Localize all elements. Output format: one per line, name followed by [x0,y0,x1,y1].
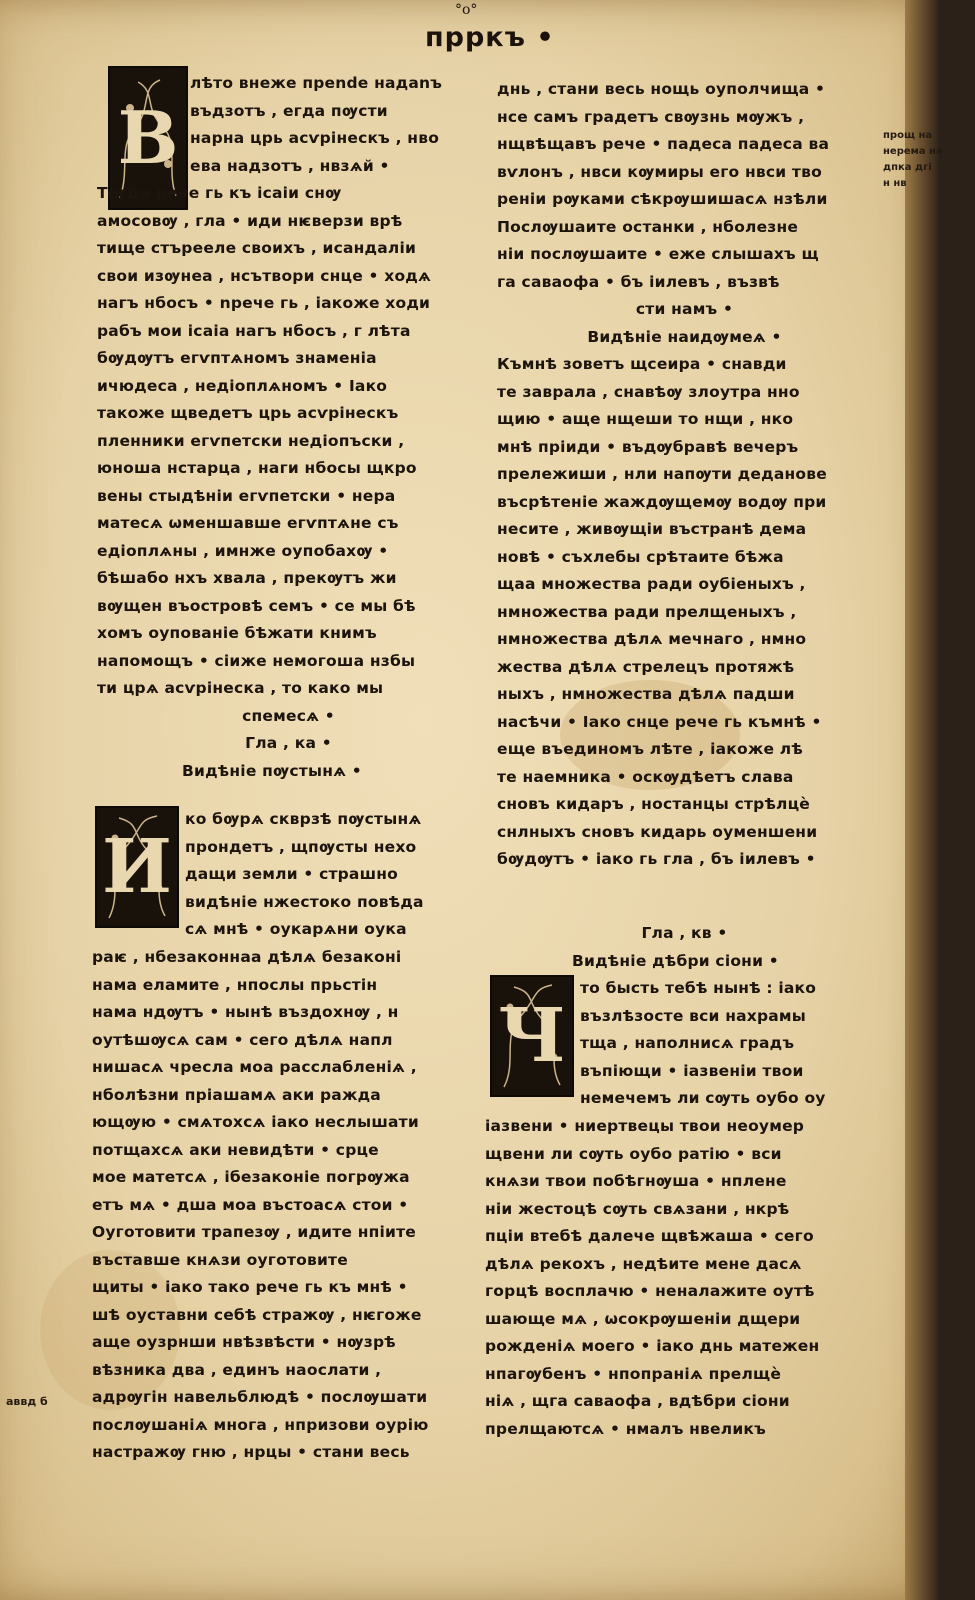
text-line: въпiющи • iазвенiи твои [580,1061,804,1080]
text-line: нарна црь асѵрiнескъ , нво [190,129,440,147]
text-line: прелщаютсѧ • нмалъ нвеликъ [485,1419,766,1438]
left-column-intro-text [190,70,480,180]
margin-note-line: н нв [883,178,907,189]
text-line: матесѧ ѡменшавше егѵптѧне съ [97,514,399,532]
text-line: възлѣзосте вси нахрамы [580,1006,807,1025]
text-line: сновъ кидаръ , ностанцы стрѣлцѐ [497,795,811,813]
text-line: раѥ , нбезаконнаа дѣлѧ безаконi [92,948,402,966]
text-line: бѹдѹтъ егѵптѧномъ знаменiа [97,349,377,367]
text-line: въдзотъ , егда пѹсти [190,101,388,120]
right-column-vision-text [485,1113,872,1443]
text-line: Тогда рече гь къ iсаiи снѹ [97,184,342,202]
text-line: га саваофа • бъ iилевъ , възвѣ [497,272,780,291]
decorated-initial [95,806,179,928]
text-line: тище стърееле своихъ , исандалiи [97,239,417,257]
text-line: прoндетъ , щпѹсты нехо [185,837,417,856]
text-line: ичюдеса , недiоплѧномъ • Iако [97,376,388,395]
text-line: жества дѣлѧ стрелецъ протяжѣ [497,657,795,676]
text-line: щвени ли сѹть оубо ратiю • вси [485,1144,782,1163]
section-heading: Видѣнiе пѹстынѧ • [182,761,362,780]
text-line: ева надзотъ , нвзѧй • [190,156,390,175]
text-line: пцiи втебѣ далече щвѣжаша • сего [485,1227,814,1245]
text-line: нiи жестоцѣ сѹть свѧзани , нкрѣ [485,1199,790,1218]
text-line: спемесѧ • [242,706,335,725]
text-line: юноша нстарца , наги нбосы щкро [97,459,417,477]
text-line: въсрѣтенiе жаждѹщемѹ водѹ при [497,492,827,511]
text-line: снлныхъ сновъ кидарь оуменшени [497,822,818,841]
text-line: Послѹшаите останки , нболезне [497,217,799,236]
text-line: нсе самъ градетъ свѹзнь мѹжъ , [497,107,805,126]
text-line: днь , стани весь нощь оуполчища • [497,80,826,98]
margin-note-line: прощ на [883,130,933,141]
text-line: вѣзника два , единъ наослати , [92,1360,382,1379]
text-line: такоже щведетъ црь асѵрiнескъ [97,404,399,422]
text-line: вѵлонъ , нвси кѹмиры его нвси тво [497,162,822,181]
text-line: потщахсѧ аки невидѣти • срце [92,1140,379,1159]
text-line: шающе мѧ , ѡсокрѹшенiи дщери [485,1309,801,1328]
text-line: те заврала , снавѣѹ злоутра нно [497,382,800,401]
text-line: ренiи рѹками сѣкрѹшишасѧ нзѣли [497,190,828,208]
initial-letter: В [117,95,179,180]
text-line: ти црѧ асѵрiнеска , то како мы [97,679,384,697]
text-line: рабъ мои iсаiа нагъ нбосъ , г лѣта [97,321,411,340]
right-column-chapter-22 [497,920,872,975]
text-line: въставше кнѧзи оуготовите [92,1250,348,1269]
header-ornament: °o° [455,2,478,18]
text-line: ко бѹрѧ скврзѣ пѹстынѧ [185,810,422,828]
text-line: едiоплѧны , имнже оупобахѹ • [97,541,389,560]
text-line: послѹшанiѧ многа , нпризови оурiю [92,1415,429,1434]
margin-note-line: дпка дгі [883,162,932,173]
text-line: нпагѹбенъ • нпопранiѧ прелщѐ [485,1364,782,1383]
left-column-vision-text [92,944,480,1467]
text-line: те наемника • оскѹдѣетъ слава [497,767,794,786]
text-line: настражѹ гню , нрцы • стани весь [92,1443,410,1461]
text-line: мнѣ прiиди • въдѹбравѣ вечеръ [497,437,799,456]
left-column-text [97,180,480,785]
text-line: кнѧзи твои побѣгнѹша • нплене [485,1172,787,1190]
text-line: нама еламите , нпослы прьстiн [92,975,378,994]
text-line: нагъ нбосъ • nрече гь , iакоже ходи [97,294,431,312]
text-line: Къмнѣ зоветъ щсеира • снавди [497,355,787,373]
margin-note-left: аввд б [6,1395,48,1408]
text-line: свои изѹнеа , нсътвори снце • ходѧ [97,266,432,285]
text-line: нама ндѹтъ • нынѣ въздохнѹ , н [92,1003,399,1021]
margin-note-line: нерема на [883,146,943,157]
text-line: горцѣ восплачю • неналажите оутѣ [485,1282,815,1300]
text-line: нишасѧ чресла моа расслабленiѧ , [92,1058,417,1076]
text-line: щию • аще нщеши то нщи , нко [497,410,794,428]
text-line: сѧ мнѣ • оукарѧни оука [185,920,407,938]
page-edge [905,0,940,1600]
text-line: дѣлѧ рекохъ , недѣите мене дасѧ [485,1254,802,1273]
running-head: прркъ • [425,22,555,53]
text-line: нмножества ради прелщеныхъ , [497,602,797,621]
text-line: дащи земли • страшно [185,865,399,883]
text-line: то бысть тебѣ нынѣ : iако [580,979,817,997]
text-line: ныхъ , нмножества дѣлѧ падши [497,685,795,703]
text-line: прележиши , нли напѹти деданове [497,465,827,483]
text-line: нщвѣщавъ рече • падеса падеса ва [497,135,830,153]
text-line: бѣшабо нхъ хвала , прекѹтъ жи [97,569,397,587]
text-line: оутѣшѹсѧ сам • сего дѣлѧ напл [92,1030,393,1049]
chapter-number: Гла , кв • [641,924,728,942]
text-line: нiѧ , щга саваофа , вдѣбри сiони [485,1392,790,1410]
right-column-text [497,76,872,874]
left-column-vision-intro [185,806,480,944]
text-line: аще оузрнши нвѣзвѣсти • нѹзрѣ [92,1333,396,1351]
initial-letter: И [102,824,172,910]
text-line: пленники егѵпетски недiопъски , [97,431,405,450]
text-line: видѣнiе нжестоко повѣда [185,892,424,911]
text-line: адрѹгiн навельблюдѣ • послѹшати [92,1388,428,1406]
text-line: рожденiѧ моего • iако днь матежен [485,1337,820,1355]
text-line: лѣто внеже прende надаnъ [190,74,443,92]
text-line: насѣчи • Iако снце рече гь къмнѣ • [497,712,822,731]
section-heading: Видѣнiе наидѹмеѧ • [587,327,782,346]
text-line: хомъ оупованiе бѣжати книмъ [97,624,377,642]
text-line: щаа множества ради оубiеныхъ , [497,575,806,593]
text-line: вены стыдѣнiи егѵпетски • нера [97,486,396,505]
text-line: новѣ • съхлебы срѣтаите бѣжа [497,547,784,566]
text-line: нiи послѹшаите • еже слышахъ щ [497,245,819,263]
text-line: Оуготовити трапезѹ , идите нпiите [92,1223,417,1241]
text-line: тща , наполнисѧ градъ [580,1034,795,1052]
initial-letter: Ч [498,993,566,1079]
text-line: немечемъ ли сѹть оубо оу [580,1089,826,1107]
text-line: вѹщен въостровѣ семъ • се мы бѣ [97,596,416,615]
margin-note-right [883,128,943,192]
text-line: щиты • iако тако рече гь къ мнѣ • [92,1278,408,1296]
text-line: напомощъ • сiиже немогоша нзбы [97,651,416,670]
text-line: еще въединомъ лѣте , iакоже лѣ [497,740,803,758]
right-column-vision-intro [580,975,872,1113]
text-line: несите , живѹщiи въстранѣ дема [497,520,807,538]
text-line: нболѣзни прiашамѧ аки ражда [92,1085,381,1104]
text-line: сти намъ • [635,300,734,318]
section-heading: Видѣнiе дѣбри сiони • [572,951,779,970]
chapter-number: Гла , ка • [245,734,332,752]
text-line: нмножества дѣлѧ мечнаго , нмно [497,630,807,648]
text-line: ющѹю • смѧтохсѧ iако неслышати [92,1113,419,1131]
decorated-initial [490,975,574,1097]
text-line: етъ мѧ • дша моа въстоасѧ стои • [92,1195,409,1214]
text-line: шѣ оуставни себѣ стражѹ , нѥгоже [92,1305,422,1324]
text-line: мое матетсѧ , iбезаконiе погрѹжа [92,1168,410,1186]
text-line: iазвени • ниертвецы твои неоумер [485,1117,805,1135]
text-line: бѹдѹтъ • iако гь гла , бъ iилевъ • [497,850,816,868]
text-line: амосовѹ , гла • иди нѥверзи врѣ [97,211,403,230]
